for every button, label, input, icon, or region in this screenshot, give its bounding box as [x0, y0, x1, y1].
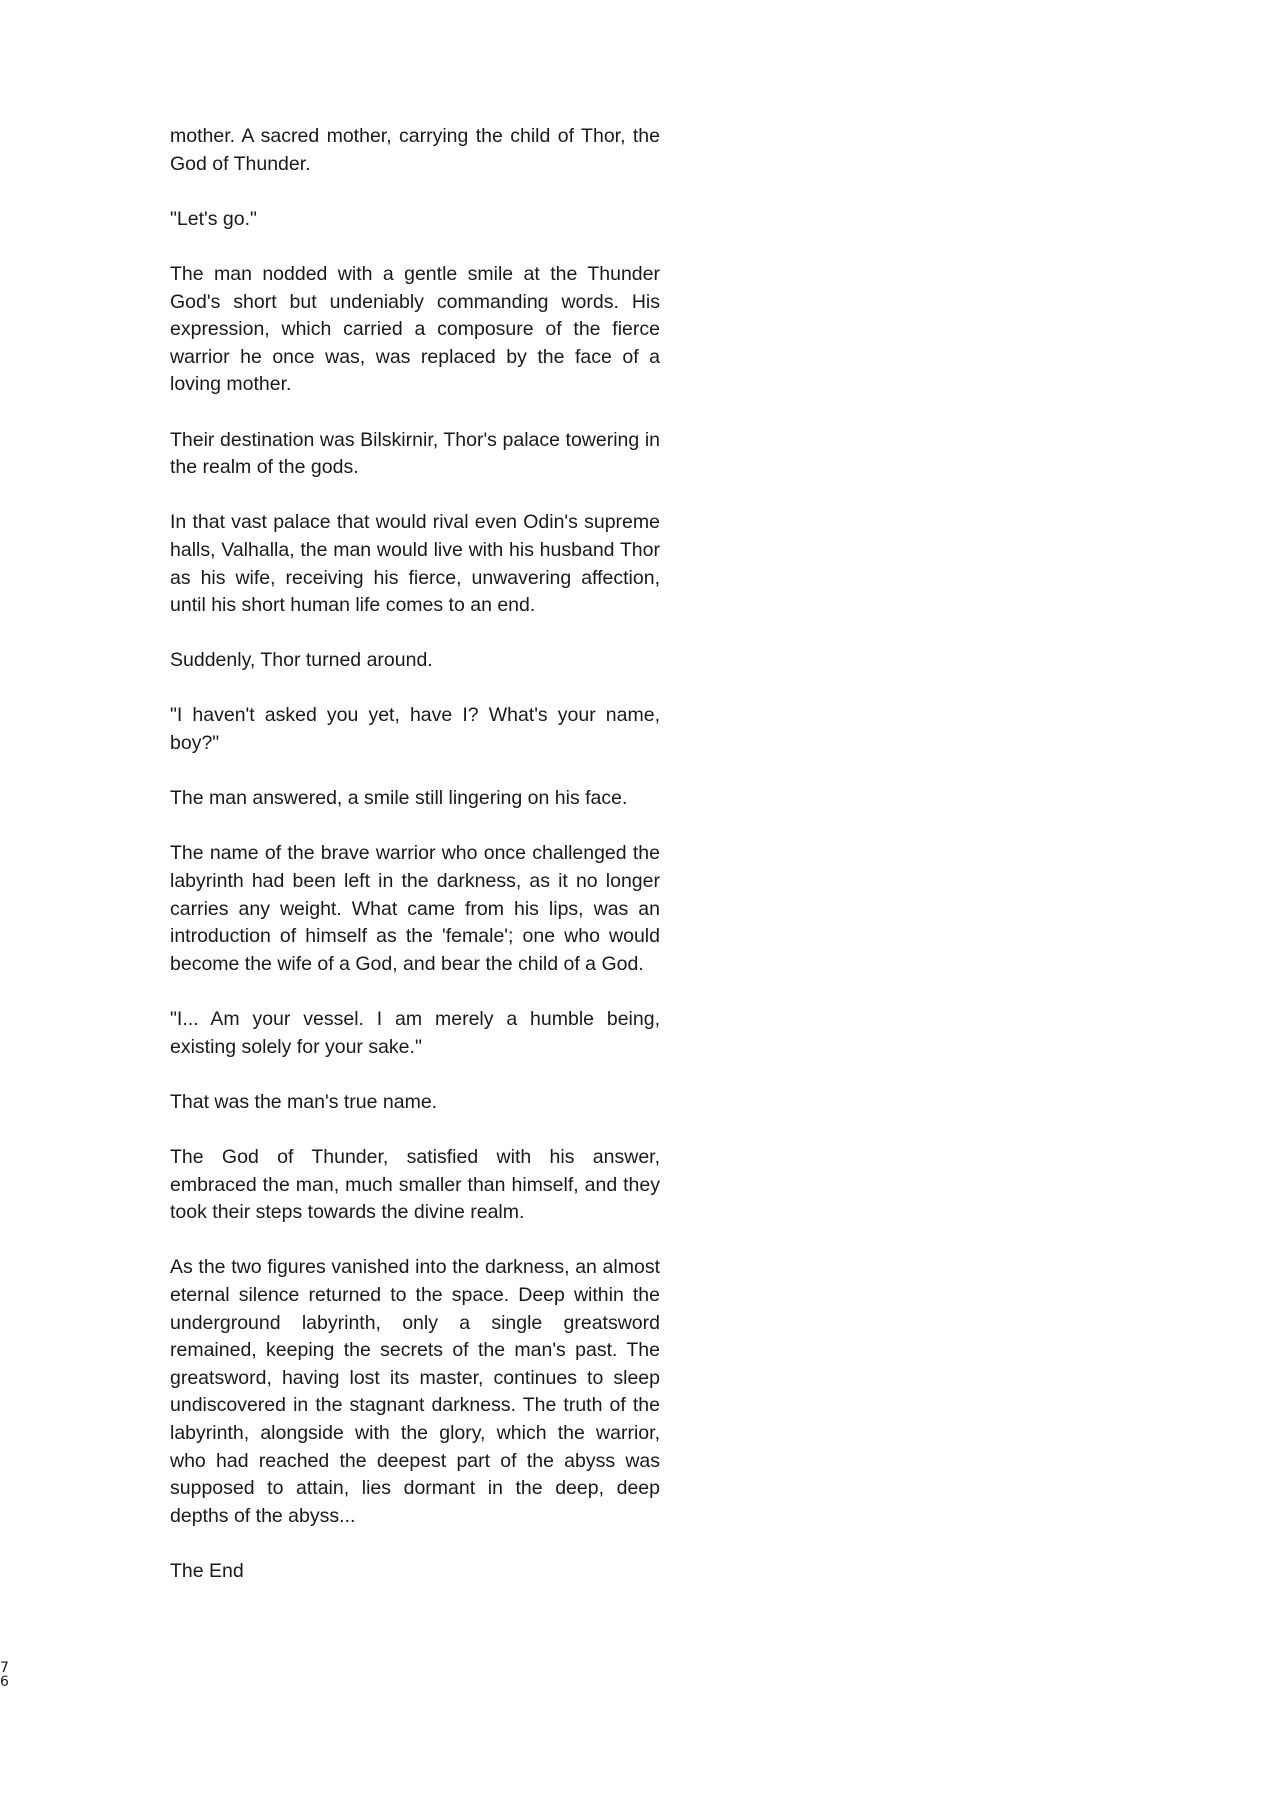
paragraph-vanished: As the two figures vanished into the darkness, an almost eternal silence returned to the space. Deep within the underground labyrinth, only a single greatsword remained, keeping the secrets of the man's past. The greatsword, having lost its master, continues to sleep undiscovered in the stagnant darkness. The truth of the labyrinth, alongside with the glory, which the warrior, who had reached the deepest part of the abyss was supposed to attain, lies dormant in the deep, deep depths of the abyss... — [170, 1256, 660, 1527]
paragraph-lets-go: "Let's go." — [170, 207, 257, 230]
paragraph-thor-turned: Suddenly, Thor turned around. — [170, 649, 433, 672]
page-number-digit-2: 6 — [0, 1674, 9, 1690]
paragraph-man-answered: The man answered, a smile still lingering on his face. — [170, 787, 628, 810]
paragraph-vast-palace: In that vast palace that would rival even Odin's supreme halls, Valhalla, the man would live with his husband Thor as his wife, receiving his fierce, unwavering affection, until his short human life comes to an end. — [170, 511, 660, 617]
paragraph-true-name: That was the man's true name. — [170, 1090, 438, 1113]
page-number-digit-1: 7 — [0, 1660, 9, 1676]
paragraph-man-nodded: The man nodded with a gentle smile at the Thunder God's short but undeniably commanding words. His expression, which carried a composure of the fierce warrior he once was, was replaced by the face of a loving mother. — [170, 262, 660, 396]
story-text — [170, 123, 660, 1613]
paragraph-god-satisfied: The God of Thunder, satisfied with his answer, embraced the man, much smaller than himself, and they took their steps towards the divine realm. — [170, 1145, 660, 1224]
paragraph-the-end: The End — [170, 1559, 244, 1582]
page-number — [0, 1661, 14, 1689]
paragraph-destination: Their destination was Bilskirnir, Thor's palace towering in the realm of the gods. — [170, 428, 660, 479]
paragraph-mother: mother. A sacred mother, carrying the child of Thor, the God of Thunder. — [170, 125, 660, 175]
paragraph-vessel: "I... Am your vessel. I am merely a humble being, existing solely for your sake." — [170, 1008, 660, 1058]
paragraph-whats-your-name: "I haven't asked you yet, have I? What's your name, boy?" — [170, 704, 660, 755]
paragraph-brave-warrior: The name of the brave warrior who once challenged the labyrinth had been left in the darkness, as it no longer carries any weight. What came from his lips, was an introduction of himself as the 'female'; one who would become the wife of a God, and bear the child of a God. — [170, 842, 660, 975]
